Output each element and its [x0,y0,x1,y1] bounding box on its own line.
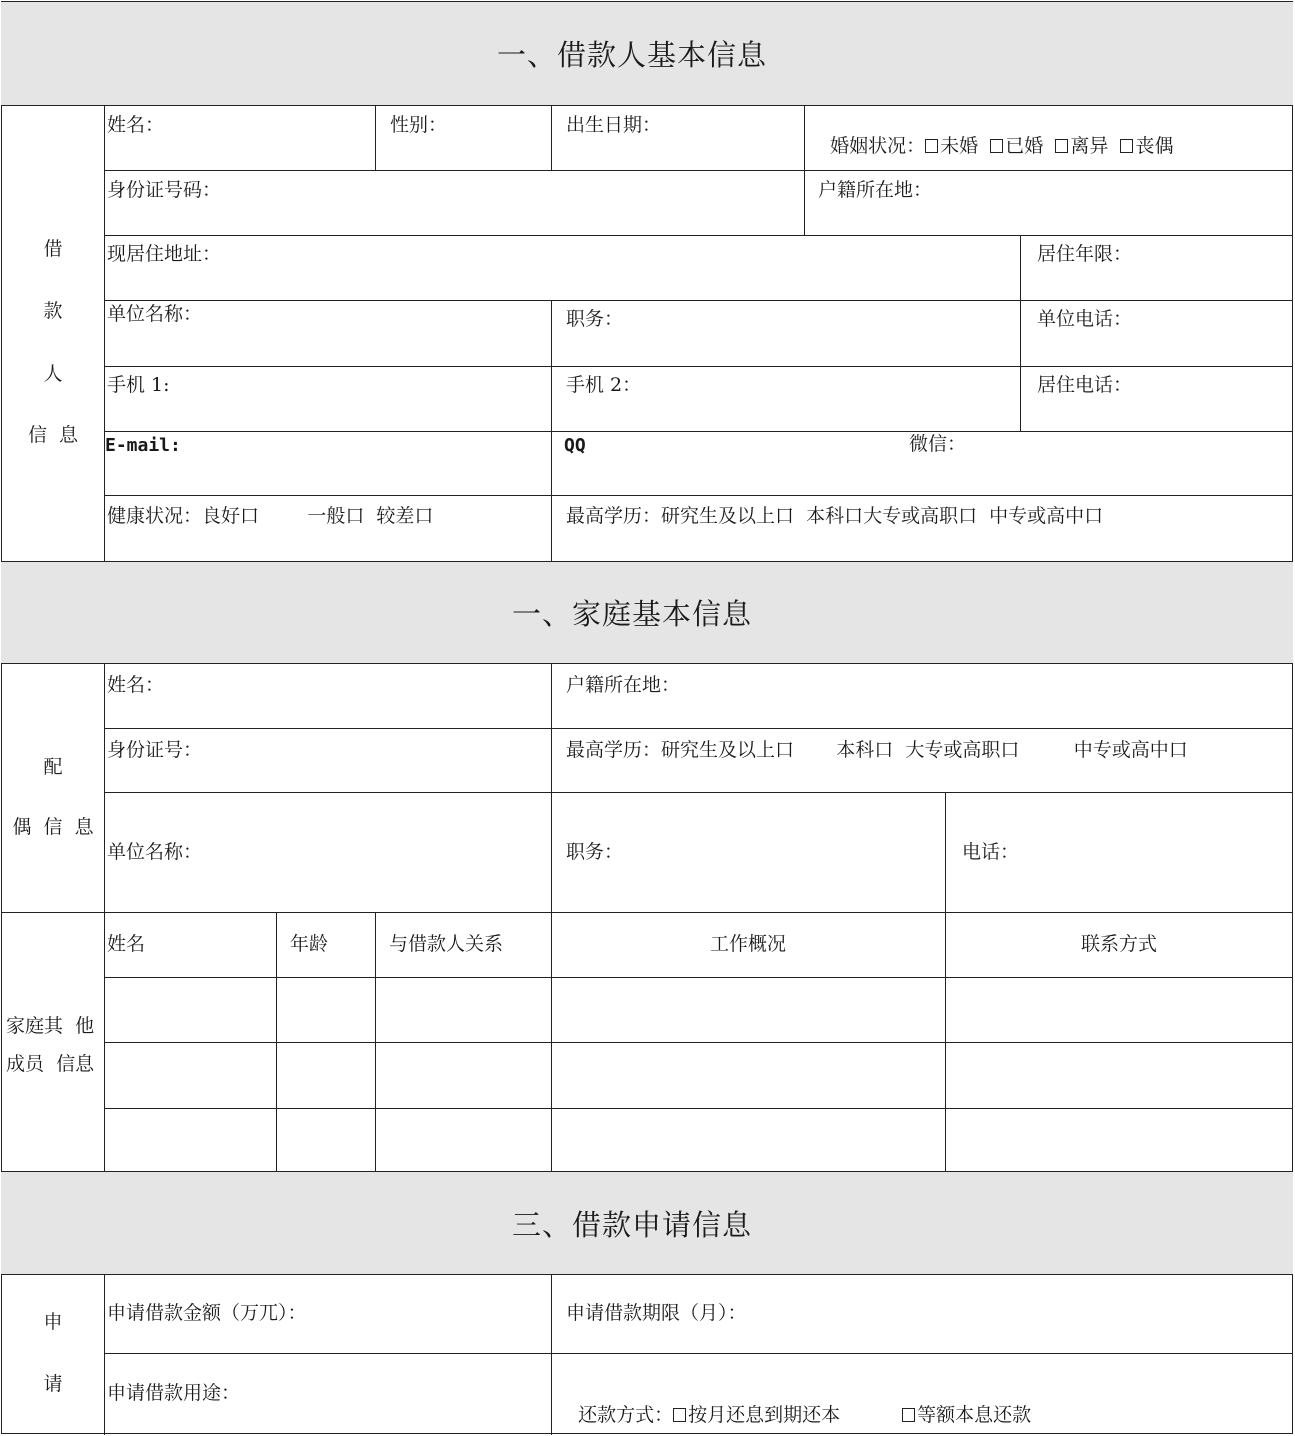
table-cell[interactable] [277,1043,375,1108]
spouse-id-field[interactable]: 身份证号： [107,739,203,761]
id-number-field[interactable]: 身份证号码： [107,179,222,201]
spouse-name-field[interactable]: 姓名： [107,674,165,696]
marital-status-label: 婚姻状况： [830,135,926,157]
loan-amount-field[interactable]: 申请借款金额（万兀）： [107,1302,307,1324]
section-header-family [1,561,1293,664]
table-cell[interactable] [376,978,551,1042]
address-field[interactable]: 现居住地址： [107,243,222,265]
section-header-borrower [1,1,1293,106]
loan-side-label-1: 申 [43,1311,63,1333]
wechat-field[interactable]: 微信： [909,433,967,455]
divider [104,170,1293,171]
table-cell[interactable] [946,978,1292,1042]
work-phone-field[interactable]: 单位电话： [1037,308,1133,330]
marital-option-married[interactable]: 已婚 [990,135,1043,157]
repayment-method-group [566,1382,1031,1426]
repayment-option-equal-installment[interactable]: 等额本息还款 [902,1404,1031,1426]
column-header-work: 工作概况 [709,933,786,955]
divider [551,300,552,562]
borrower-side-label-1: 借 [43,238,63,260]
divider [551,1275,552,1435]
loan-purpose-field[interactable]: 申请借款用途： [107,1382,241,1404]
spouse-household-field[interactable]: 户籍所在地： [566,674,681,696]
home-phone-field[interactable]: 居住电话： [1037,374,1133,396]
email-field[interactable]: E-mail: [105,435,181,456]
health-status-field[interactable]: 健康状况：良好口 一般口 较差口 [107,505,434,527]
name-field[interactable]: 姓名： [107,114,165,136]
mobile2-field[interactable]: 手机 2： [566,374,642,396]
table-cell[interactable] [552,1109,945,1171]
repayment-method-label: 还款方式： [578,1404,674,1426]
checkbox-icon[interactable] [990,139,1003,153]
spouse-phone-field[interactable]: 电话： [962,841,1020,863]
column-header-age: 年龄 [290,933,329,955]
qq-field[interactable]: QQ [564,435,586,456]
checkbox-icon[interactable] [1120,139,1133,153]
mobile1-field[interactable]: 手机 1: [107,374,170,396]
table-cell[interactable] [376,1043,551,1108]
spouse-employer-field[interactable]: 单位名称： [107,841,203,863]
family-side-label-2: 成员 信息 [6,1053,95,1075]
column-header-relation: 与借款人关系 [389,933,504,955]
section-header-loan [1,1171,1293,1275]
residence-years-field[interactable]: 居住年限： [1037,243,1133,265]
birth-date-field[interactable]: 出生日期： [566,114,662,136]
divider [104,235,1293,236]
table-cell[interactable] [105,1109,276,1171]
divider [804,106,805,235]
divider [1020,235,1021,431]
employer-field[interactable]: 单位名称： [107,303,203,325]
marital-option-widowed[interactable]: 丧偶 [1120,135,1173,157]
checkbox-icon[interactable] [673,1408,686,1422]
section-title: 一、借款人基本信息 [496,38,767,72]
marital-option-unmarried[interactable]: 未婚 [925,135,978,157]
table-cell[interactable] [552,978,945,1042]
spouse-side-label-2: 偶 信 息 [12,816,94,838]
column-header-contact: 联系方式 [1080,933,1157,955]
spouse-education-field[interactable]: 最高学历：研究生及以上口 本科口 大专或高职口 中专或高中口 [566,739,1188,761]
table-cell[interactable] [277,1109,375,1171]
divider [375,106,376,170]
position-field[interactable]: 职务： [566,308,624,330]
marital-status-group [818,113,1173,157]
borrower-side-label-3: 人 [43,363,63,385]
table-cell[interactable] [552,1043,945,1108]
marital-option-divorced[interactable]: 离异 [1055,135,1108,157]
divider [104,1275,105,1435]
loan-term-field[interactable]: 申请借款期限（月）： [566,1302,747,1324]
table-cell[interactable] [376,1109,551,1171]
divider [104,106,105,562]
section-title: 三、借款申请信息 [511,1207,752,1242]
borrower-side-label-2: 款 [43,300,63,322]
divider [104,1353,1293,1354]
borrower-side-label-4: 信 息 [27,424,79,446]
spouse-side-label-1: 配 [43,756,63,778]
divider [104,366,1293,367]
table-cell[interactable] [946,1043,1292,1108]
table-cell[interactable] [105,1043,276,1108]
table-cell[interactable] [105,978,276,1042]
divider [104,792,1293,793]
column-header-name: 姓名 [107,933,146,955]
table-cell[interactable] [946,1109,1292,1171]
section-title: 一、家庭基本信息 [511,597,752,631]
loan-side-label-2: 请 [43,1373,63,1395]
family-side-label-1: 家庭其 他 [6,1015,95,1037]
divider [1,912,1293,913]
household-field[interactable]: 户籍所在地： [818,179,933,201]
divider [104,728,1293,729]
repayment-option-interest-only[interactable]: 按月还息到期还本 [673,1404,840,1426]
education-field[interactable]: 最高学历：研究生及以上口 本科口大专或高职口 中专或高中口 [566,505,1104,527]
gender-field[interactable]: 性别： [390,114,448,136]
table-cell[interactable] [277,978,375,1042]
spouse-position-field[interactable]: 职务： [566,841,624,863]
divider [104,495,1293,496]
checkbox-icon[interactable] [1055,139,1068,153]
divider [551,106,552,170]
checkbox-icon[interactable] [925,139,938,153]
divider [104,300,1293,301]
checkbox-icon[interactable] [902,1408,915,1422]
divider [104,431,1293,432]
